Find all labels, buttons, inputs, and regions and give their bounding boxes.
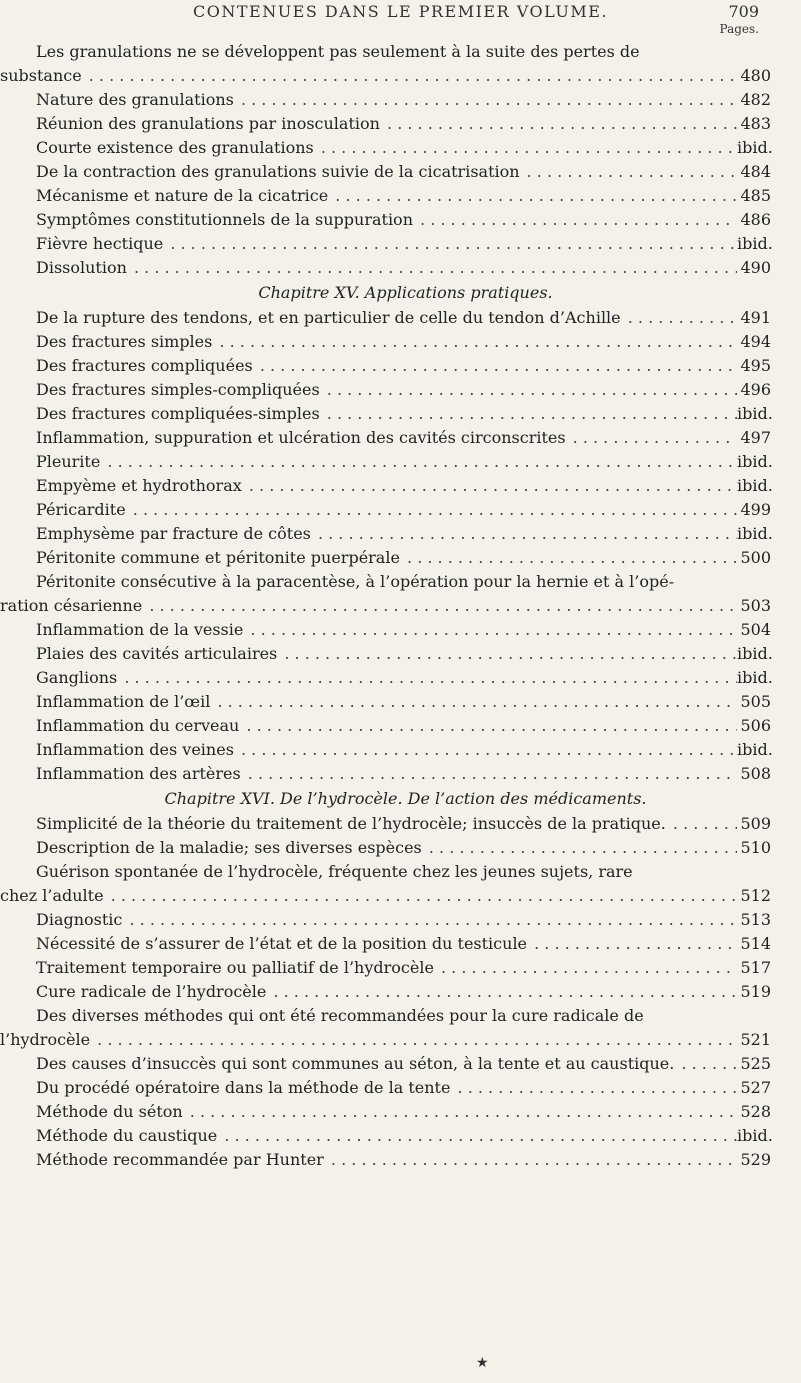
toc-entry-label: Courte existence des granulations — [36, 138, 314, 157]
toc-entry — [0, 354, 801, 378]
toc-entry-label: Inflammation de l’œil — [36, 692, 211, 711]
toc-entry-leader — [0, 884, 737, 908]
footer-mark: ★ — [476, 1355, 489, 1371]
table-of-contents — [0, 40, 801, 1172]
toc-entry-page: ibid. — [737, 474, 771, 498]
toc-entry-page: 528 — [737, 1100, 771, 1124]
toc-entry — [0, 666, 801, 690]
toc-entry-label: chez l’adulte — [0, 886, 104, 905]
toc-entry-page: 496 — [737, 378, 771, 402]
toc-entry — [0, 232, 801, 256]
toc-entry-page: 494 — [737, 330, 771, 354]
toc-entry-page: 503 — [737, 594, 771, 618]
toc-entry-leader — [36, 836, 737, 860]
toc-entry — [0, 836, 801, 860]
toc-entry-leader — [36, 426, 737, 450]
toc-entry-leader — [36, 136, 737, 160]
toc-entry-label: Inflammation, suppuration et ulcération des cavités circonscrites — [36, 428, 566, 447]
toc-entry-leader — [36, 88, 737, 112]
toc-entry-label: Nécessité de s’assurer de l’état et de la position du testicule — [36, 934, 528, 953]
toc-entry-leader — [36, 666, 737, 690]
toc-entry-page: 499 — [737, 498, 771, 522]
toc-entry-label: Méthode recommandée par Hunter — [36, 1150, 324, 1169]
toc-entry — [0, 112, 801, 136]
toc-entry-page: ibid. — [737, 666, 771, 690]
toc-entry-page: ibid. — [737, 642, 771, 666]
toc-entry-page: ibid. — [737, 1124, 771, 1148]
toc-entry — [0, 522, 801, 546]
toc-entry-leader — [36, 980, 737, 1004]
toc-entry — [0, 956, 801, 980]
toc-entry-label: substance — [0, 66, 82, 85]
toc-entry-page: 525 — [737, 1052, 771, 1076]
toc-entry-page: 485 — [737, 184, 771, 208]
toc-entry-leader — [36, 738, 737, 762]
toc-entry-leader — [36, 112, 737, 136]
toc-entry — [0, 330, 801, 354]
toc-entry-label: Empyème et hydrothorax — [36, 476, 242, 495]
toc-entry-page: ibid. — [737, 402, 771, 426]
toc-entry-page: 480 — [737, 64, 771, 88]
toc-entry — [0, 474, 801, 498]
toc-entry-leader — [36, 160, 737, 184]
toc-entry-label: Des causes d’insuccès qui sont communes au séton, à la tente et au caustique. — [36, 1054, 675, 1073]
toc-entry-label: Méthode du séton — [36, 1102, 183, 1121]
toc-entry-page: 500 — [737, 546, 771, 570]
toc-entry — [0, 690, 801, 714]
toc-entry — [0, 88, 801, 112]
toc-entry-label: Des fractures compliquées-simples — [36, 404, 320, 423]
toc-entry-leader — [36, 378, 737, 402]
toc-entry-leader — [36, 812, 737, 836]
toc-entry-leader — [36, 354, 737, 378]
toc-entry-label: Plaies des cavités articulaires — [36, 644, 278, 663]
toc-entry-label: Des fractures simples-compliquées — [36, 380, 320, 399]
toc-entry — [0, 714, 801, 738]
toc-entry-leader — [36, 184, 737, 208]
toc-entry-label: Dissolution — [36, 258, 127, 277]
toc-entry — [0, 1148, 801, 1172]
pages-column-label: Pages. — [719, 22, 759, 36]
running-title: CONTENUES DANS LE PREMIER VOLUME. — [192, 2, 609, 21]
toc-entry-label: Des fractures simples — [36, 332, 213, 351]
toc-entry — [0, 812, 801, 836]
toc-entry-label: Inflammation des artères — [36, 764, 241, 783]
toc-entry-label: Péricardite — [36, 500, 126, 519]
toc-entry-label: Péritonite commune et péritonite puerpérale — [36, 548, 400, 567]
toc-entry-label: Pleurite — [36, 452, 101, 471]
toc-entry-label: Des fractures compliquées — [36, 356, 253, 375]
toc-entry — [0, 184, 801, 208]
toc-entry-page: 517 — [737, 956, 771, 980]
toc-entry-leader — [36, 522, 737, 546]
toc-entry-label: Diagnostic — [36, 910, 123, 929]
toc-entry — [0, 498, 801, 522]
toc-entry-page: 509 — [737, 812, 771, 836]
toc-entry — [0, 426, 801, 450]
toc-entry-line — [0, 1004, 801, 1028]
toc-entry-leader — [36, 232, 737, 256]
toc-entry-label: Méthode du caustique — [36, 1126, 218, 1145]
toc-entry-leader — [36, 1052, 737, 1076]
toc-entry-label: Péritonite consécutive à la paracentèse, à l’opération pour la hernie et à l’opé- — [36, 572, 675, 591]
toc-entry — [0, 642, 801, 666]
toc-entry-page: 504 — [737, 618, 771, 642]
toc-entry-label: Simplicité de la théorie du traitement de l’hydrocèle; insuccès de la pratique. — [36, 814, 666, 833]
toc-entry-page: 512 — [737, 884, 771, 908]
toc-entry-label: Réunion des granulations par inosculation — [36, 114, 380, 133]
toc-entry-page: 495 — [737, 354, 771, 378]
toc-entry-leader — [0, 1028, 737, 1052]
page-number: 709 — [728, 2, 759, 21]
toc-entry-page: ibid. — [737, 136, 771, 160]
toc-entry-label: Symptômes constitutionnels de la suppuration — [36, 210, 413, 229]
chapter-heading: Chapitre XV. Applications pratiques. — [258, 283, 553, 302]
toc-entry-label: Inflammation des veines — [36, 740, 234, 759]
toc-entry-line — [0, 40, 801, 64]
toc-entry-leader — [36, 450, 737, 474]
toc-entry — [0, 762, 801, 786]
toc-entry-label: Emphysème par fracture de côtes — [36, 524, 311, 543]
toc-entry-label: Mécanisme et nature de la cicatrice — [36, 186, 329, 205]
toc-entry-page: ibid. — [737, 738, 771, 762]
toc-entry — [0, 594, 801, 618]
toc-entry-leader — [36, 932, 737, 956]
toc-entry-page: 514 — [737, 932, 771, 956]
toc-entry-label: Description de la maladie; ses diverses espèces — [36, 838, 422, 857]
toc-entry-page: 497 — [737, 426, 771, 450]
toc-entry — [0, 450, 801, 474]
toc-entry-page: 521 — [737, 1028, 771, 1052]
toc-entry — [0, 208, 801, 232]
toc-entry-leader — [36, 1076, 737, 1100]
toc-entry-page: 508 — [737, 762, 771, 786]
toc-entry-leader — [36, 546, 737, 570]
toc-entry-line — [0, 570, 801, 594]
toc-entry — [0, 378, 801, 402]
toc-entry — [0, 136, 801, 160]
toc-entry-label: Les granulations ne se développent pas seulement à la suite des pertes de — [36, 42, 640, 61]
page-header — [0, 0, 801, 20]
toc-entry — [0, 160, 801, 184]
toc-entry-leader — [36, 956, 737, 980]
toc-entry-leader — [36, 474, 737, 498]
toc-entry-label: Inflammation du cerveau — [36, 716, 240, 735]
toc-entry-leader — [36, 306, 737, 330]
toc-entry-leader — [36, 618, 737, 642]
toc-entry-leader — [36, 208, 737, 232]
toc-entry — [0, 1052, 801, 1076]
toc-entry — [0, 932, 801, 956]
toc-entry — [0, 1076, 801, 1100]
toc-entry-leader — [36, 1148, 737, 1172]
toc-entry-leader — [36, 498, 737, 522]
toc-entry-page: 527 — [737, 1076, 771, 1100]
toc-entry-leader — [36, 1100, 737, 1124]
toc-entry-label: Fièvre hectique — [36, 234, 164, 253]
toc-entry-leader — [36, 1124, 737, 1148]
toc-entry-page: 484 — [737, 160, 771, 184]
toc-entry-page: 486 — [737, 208, 771, 232]
toc-entry-page: 510 — [737, 836, 771, 860]
toc-entry-page: ibid. — [737, 232, 771, 256]
toc-entry-label: Inflammation de la vessie — [36, 620, 244, 639]
toc-entry — [0, 402, 801, 426]
toc-entry-label: l’hydrocèle — [0, 1030, 91, 1049]
toc-entry-leader — [36, 642, 737, 666]
toc-entry-label: Ganglions — [36, 668, 118, 687]
toc-entry-page: ibid. — [737, 522, 771, 546]
toc-entry — [0, 908, 801, 932]
toc-entry-leader — [36, 762, 737, 786]
toc-entry-leader — [36, 402, 737, 426]
toc-entry-leader — [36, 714, 737, 738]
toc-entry-label: Nature des granulations — [36, 90, 234, 109]
toc-entry-page: 483 — [737, 112, 771, 136]
toc-entry-leader — [36, 256, 737, 280]
toc-entry-page: 505 — [737, 690, 771, 714]
toc-entry-label: De la contraction des granulations suivie de la cicatrisation — [36, 162, 520, 181]
toc-entry — [0, 738, 801, 762]
toc-entry-page: 513 — [737, 908, 771, 932]
toc-entry-leader — [36, 690, 737, 714]
toc-entry — [0, 546, 801, 570]
toc-entry-label: Cure radicale de l’hydrocèle — [36, 982, 267, 1001]
toc-entry — [0, 306, 801, 330]
toc-entry — [0, 980, 801, 1004]
toc-entry — [0, 1124, 801, 1148]
toc-entry-page: ibid. — [737, 450, 771, 474]
toc-entry-page: 506 — [737, 714, 771, 738]
toc-entry-label: Des diverses méthodes qui ont été recommandées pour la cure radicale de — [36, 1006, 644, 1025]
toc-entry-leader — [0, 64, 737, 88]
toc-entry-page: 529 — [737, 1148, 771, 1172]
toc-entry-label: ration césarienne — [0, 596, 143, 615]
toc-entry-page: 519 — [737, 980, 771, 1004]
toc-entry-label: Du procédé opératoire dans la méthode de la tente — [36, 1078, 451, 1097]
toc-entry-leader — [36, 330, 737, 354]
toc-entry-leader — [36, 908, 737, 932]
toc-entry — [0, 1028, 801, 1052]
toc-entry — [0, 884, 801, 908]
chapter-heading: Chapitre XVI. De l’hydrocèle. De l’action des médicaments. — [164, 789, 647, 808]
toc-entry-line — [0, 860, 801, 884]
toc-entry-leader — [0, 594, 737, 618]
toc-entry — [0, 1100, 801, 1124]
toc-entry-page: 490 — [737, 256, 771, 280]
toc-entry — [0, 618, 801, 642]
toc-entry — [0, 256, 801, 280]
toc-entry-page: 482 — [737, 88, 771, 112]
toc-entry-label: De la rupture des tendons, et en particulier de celle du tendon d’Achille — [36, 308, 621, 327]
toc-entry — [0, 64, 801, 88]
toc-entry-label: Guérison spontanée de l’hydrocèle, fréquente chez les jeunes sujets, rare — [36, 862, 633, 881]
toc-entry-label: Traitement temporaire ou palliatif de l’hydrocèle — [36, 958, 434, 977]
toc-entry-page: 491 — [737, 306, 771, 330]
